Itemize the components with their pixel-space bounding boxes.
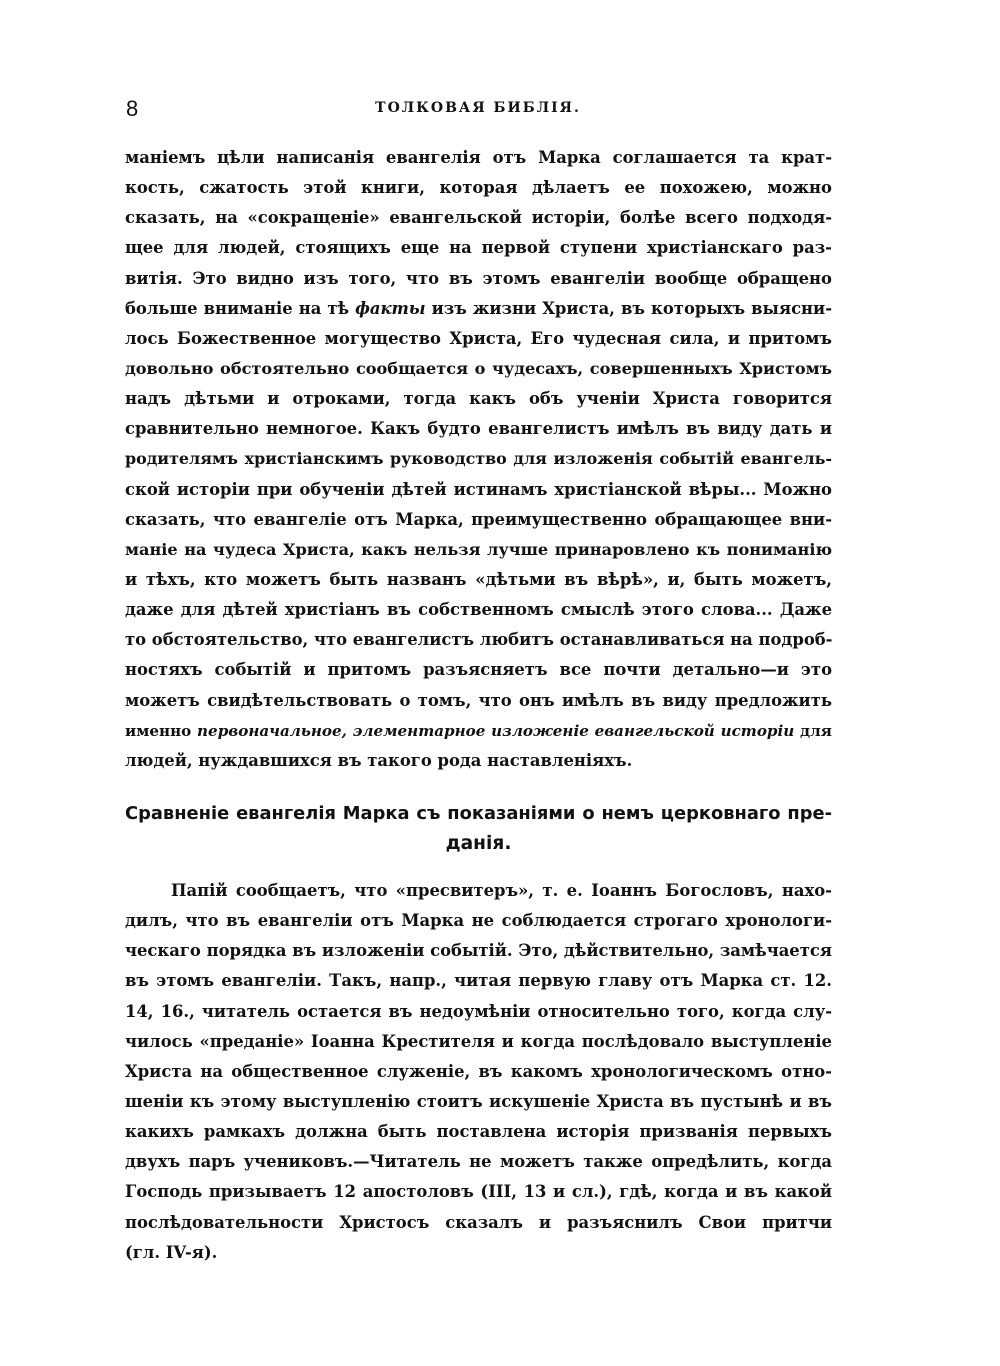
text-line: дилъ, что въ евангеліи отъ Марка не соблюдается строгаго хронологи- [125, 911, 832, 931]
text-line: чилось «преданіе» Іоанна Крестителя и когда послѣдовало выступленіе [125, 1031, 832, 1051]
text-run: именно [125, 721, 198, 740]
text-line: ностяхъ событій и притомъ разъясняетъ все почти детально—и это [125, 660, 832, 680]
running-title: ТОЛКОВАЯ БИБЛІЯ. [375, 100, 581, 116]
italic-emphasis: факты [355, 298, 426, 318]
text-run: изъ жизни Христа, въ которыхъ выясни- [425, 298, 832, 318]
text-line: родителямъ христіанскимъ руководство для изложенія событій евангель- [125, 449, 832, 469]
section-heading [125, 799, 832, 859]
text-line: въ этомъ евангеліи. Такъ, напр., читая первую главу отъ Марка ст. 12. [125, 971, 832, 991]
text-line: послѣдовательности Христосъ сказалъ и разъяснилъ Свои притчи [125, 1212, 832, 1232]
text-line: (гл. IV-я). [125, 1242, 218, 1262]
text-line: лось Божественное могущество Христа, Его чудесная сила, и притомъ [125, 328, 832, 348]
running-header [126, 96, 830, 124]
page-number: 8 [126, 96, 139, 121]
text-run: больше вниманіе на тѣ [125, 298, 356, 318]
text-line: надъ дѣтьми и отроками, тогда какъ объ ученіи Христа говорится [125, 389, 832, 409]
text-line: Христа на общественное служеніе, въ какомъ хронологическомъ отно- [125, 1061, 832, 1081]
text-line: Папій сообщаетъ, что «пресвитеръ», т. е. Іоаннъ Богословъ, нахо- [171, 881, 832, 900]
text-line: Господь призываетъ 12 апостоловъ (III, 13 и сл.), гдѣ, когда и въ какой [125, 1182, 832, 1202]
text-line: двухъ паръ учениковъ.—Читатель не можетъ также опредѣлить, когда [125, 1152, 832, 1172]
text-line: какихъ рамкахъ должна быть поставлена исторія призванія первыхъ [125, 1122, 832, 1142]
text-line: можетъ свидѣтельствовать о томъ, что онъ имѣлъ въ виду предложить [125, 690, 832, 710]
text-line: 14, 16., читатель остается въ недоумѣніи относительно того, когда слу- [125, 1001, 832, 1021]
text-line: витія. Это видно изъ того, что въ этомъ евангеліи вообще обращено [125, 268, 832, 288]
section-heading-line: Сравненіе евангелія Марка съ показаніями о немъ церковнаго пре- [125, 803, 832, 824]
text-line: людей, нуждавшихся въ такого рода наставленіяхъ. [125, 750, 633, 770]
text-line: и тѣхъ, кто можетъ быть названъ «дѣтьми въ вѣрѣ», и, быть можетъ, [125, 569, 832, 589]
text-line: даже для дѣтей христіанъ въ собственномъ смыслѣ этого слова... Даже [125, 600, 832, 620]
italic-emphasis: первоначальное, элементарное изложеніе евангельской исторіи [197, 721, 795, 740]
text-line [125, 716, 832, 746]
text-line: маніе на чудеса Христа, какъ нельзя лучше принаровлено къ пониманію [125, 539, 832, 559]
text-line: сравнительно немногое. Какъ будто евангелистъ имѣлъ въ виду дать и [125, 419, 832, 439]
text-line: сказать, что евангеліе отъ Марка, преимущественно обращающее вни- [125, 509, 832, 529]
text-line: кость, сжатость этой книги, которая дѣлаетъ ее похожею, можно [125, 178, 832, 198]
text-line: то обстоятельство, что евангелистъ любитъ останавливаться на подроб- [125, 630, 832, 650]
paragraph-purpose-of-gospel [125, 143, 832, 776]
text-line: ской исторіи при обученіи дѣтей истинамъ христіанской вѣры... Можно [125, 479, 832, 499]
text-line [125, 294, 832, 324]
text-line: шеніи къ этому выступленію стоитъ искушеніе Христа въ пустынѣ и въ [125, 1091, 832, 1111]
section-heading-line: данія. [445, 833, 512, 854]
text-line: ческаго порядка въ изложеніи событій. Это, дѣйствительно, замѣчается [125, 941, 832, 961]
paragraph-papias-testimony [125, 876, 832, 1268]
text-run: для [794, 721, 832, 740]
text-line: сказать, на «сокращеніе» евангельской исторіи, болѣе всего подходя- [125, 208, 832, 228]
text-line: довольно обстоятельно сообщается о чудесахъ, совершенныхъ Христомъ [125, 358, 832, 378]
text-line: маніемъ цѣли написанія евангелія отъ Марка соглашается та крат- [125, 148, 832, 167]
text-line: щее для людей, стоящихъ еще на первой ступени христіанскаго раз- [125, 238, 832, 258]
